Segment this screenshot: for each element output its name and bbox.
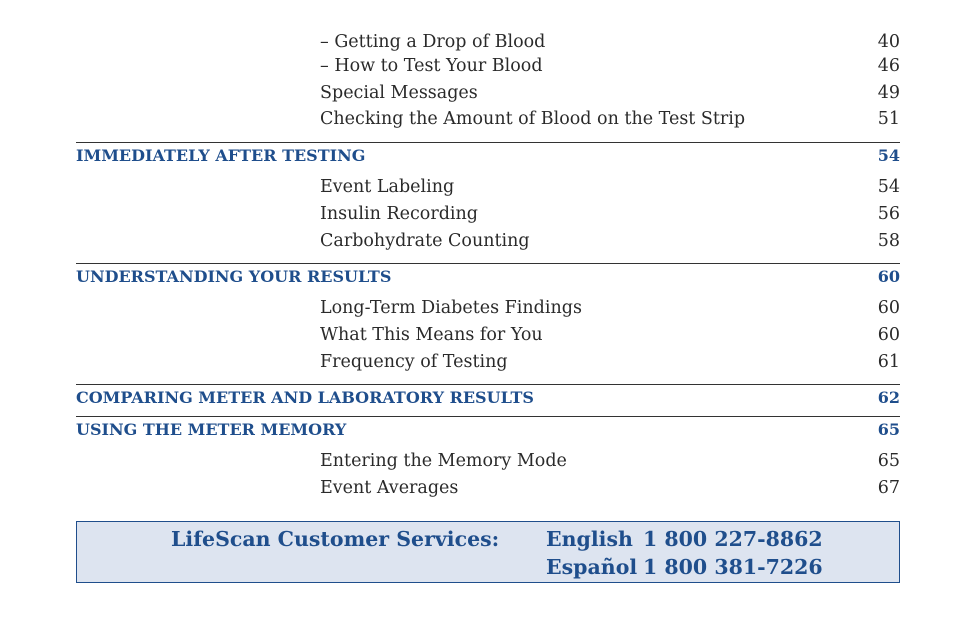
toc-entry-title: Event Labeling — [320, 177, 455, 197]
phone-line-spanish — [546, 555, 823, 579]
toc-entry — [320, 478, 900, 502]
toc-entry-title: Carbohydrate Counting — [320, 231, 530, 251]
toc-entry — [320, 325, 900, 349]
toc-entry-title: Special Messages — [320, 83, 478, 103]
toc-entry-page: 65 — [877, 451, 900, 471]
toc-entry — [320, 109, 900, 133]
toc-entry-title: Frequency of Testing — [320, 352, 508, 372]
toc-entry-title: Long-Term Diabetes Findings — [320, 298, 582, 318]
phone-number: 1 800 381-7226 — [643, 555, 823, 579]
toc-entry-page: 58 — [877, 231, 900, 251]
toc-entry-title: What This Means for You — [320, 325, 543, 345]
toc-entry-page: 51 — [877, 109, 900, 129]
toc-entry-page: 46 — [877, 56, 900, 76]
toc-entry — [320, 231, 900, 255]
toc-heading-page: 54 — [877, 146, 900, 165]
toc-entry-page: 54 — [877, 177, 900, 197]
phone-language: English — [546, 527, 633, 551]
toc-entry-page: 67 — [877, 478, 900, 498]
toc-entry-title: – Getting a Drop of Blood — [320, 32, 546, 52]
toc-entry-title: – How to Test Your Blood — [320, 56, 543, 76]
toc-entry-page: 56 — [877, 204, 900, 224]
customer-services-label: LifeScan Customer Services: — [171, 527, 500, 551]
toc-entry — [320, 83, 900, 107]
section-divider — [76, 416, 900, 417]
section-divider — [76, 384, 900, 385]
section-divider — [76, 263, 900, 264]
toc-heading-page: 65 — [877, 420, 900, 439]
toc-entry — [320, 56, 900, 80]
toc-entry — [320, 451, 900, 475]
toc-entry-title: Checking the Amount of Blood on the Test Strip — [320, 109, 746, 129]
toc-entry-page: 60 — [877, 298, 900, 318]
toc-section-heading — [76, 420, 900, 442]
toc-heading-title: UNDERSTANDING YOUR RESULTS — [76, 267, 392, 286]
toc-section-heading — [76, 146, 900, 168]
toc-entry — [320, 32, 900, 56]
toc-heading-title: IMMEDIATELY AFTER TESTING — [76, 146, 366, 165]
customer-services-box — [76, 521, 900, 583]
toc-heading-page: 62 — [877, 388, 900, 407]
toc-entry-title: Insulin Recording — [320, 204, 478, 224]
phone-language: Español — [546, 555, 638, 579]
toc-heading-title: COMPARING METER AND LABORATORY RESULTS — [76, 388, 534, 407]
toc-section-heading — [76, 388, 900, 410]
phone-line-english — [546, 527, 823, 551]
toc-entry — [320, 177, 900, 201]
toc-entry — [320, 298, 900, 322]
toc-section-heading — [76, 267, 900, 289]
toc-entry-page: 40 — [877, 32, 900, 52]
toc-entry — [320, 204, 900, 228]
toc-entry-title: Event Averages — [320, 478, 459, 498]
toc-entry-page: 49 — [877, 83, 900, 103]
section-divider — [76, 142, 900, 143]
toc-heading-title: USING THE METER MEMORY — [76, 420, 347, 439]
toc-heading-page: 60 — [877, 267, 900, 286]
toc-entry — [320, 352, 900, 376]
toc-entry-title: Entering the Memory Mode — [320, 451, 567, 471]
toc-entry-page: 61 — [877, 352, 900, 372]
toc-entry-page: 60 — [877, 325, 900, 345]
phone-number: 1 800 227-8862 — [643, 527, 823, 551]
